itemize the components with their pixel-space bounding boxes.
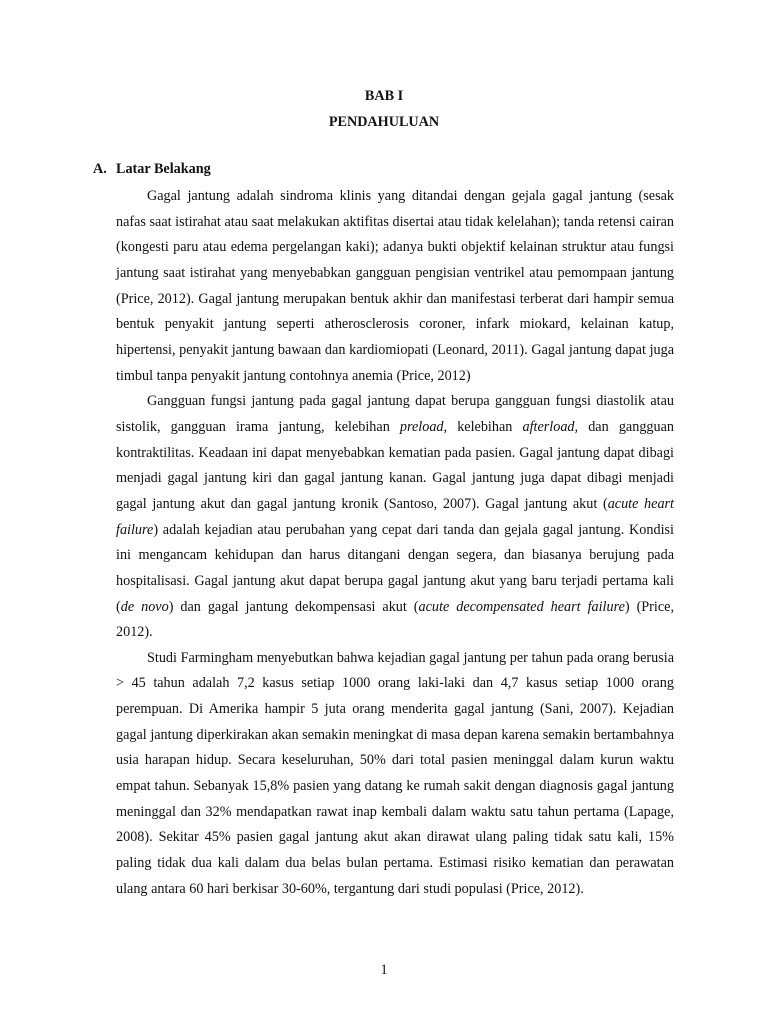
paragraph-1: Gagal jantung adalah sindroma klinis yang ditandai dengan gejala gagal jantung (sesak nafas saat istirahat atau saat melakukan aktifitas disertai atau tidak kelelahan); tanda retensi cairan (kongesti paru atau edema pergelangan kaki); adanya bukti objektif kelainan struktur atau fungsi jantung saat istirahat yang menyebabkan gangguan pengisian ventrikel atau pemompaan jantung (Price, 2012). Gagal jantung merupakan bentuk akhir dan manifestasi terberat dari hampir semua bentuk penyakit jantung seperti atherosclerosis coroner, infark miokard, kelainan katup, hipertensi, penyakit jantung bawaan dan kardiomiopati (Leonard, 2011). Gagal jantung dapat juga timbul tanpa penyakit jantung contohnya anemia (Price, 2012): [116, 188, 674, 384]
paragraph-2-segment: , kelebihan: [443, 418, 523, 435]
paragraph-2-italic-term: acute decompensated heart failure: [418, 598, 625, 615]
paragraph-2-segment: ) dan gagal jantung dekompensasi akut (: [168, 598, 419, 615]
section-letter: A.: [93, 161, 107, 177]
paragraph-2-italic-term: acute heart failure: [116, 495, 675, 538]
paragraph-2-segment: dan gangguan kontraktilitas. Keadaan ini dapat menyebabkan kematian pada pasien. Gagal jantung dapat dibagi menjadi gagal jantung kiri dan gagal jantung kanan. Gagal jantung juga dapat dibagi menjadi gagal jantung akut dan gagal jantung kronik (Santoso, 2007). Gagal jantung akut (: [116, 418, 674, 512]
body-text: [116, 184, 674, 902]
paragraph-2: [116, 389, 674, 646]
section-title: Latar Belakang: [116, 161, 211, 177]
paragraph-2-segment: ) adalah kejadian atau perubahan yang cepat dari tanda dan gejala gagal jantung. Kondisi ini mengancam kehidupan dan harus ditangani dengan segera, dan biasanya berujung pada hospitalisasi. Gagal jantung akut dapat berupa gagal jantung akut yang baru terjadi pertama kali (: [116, 521, 674, 615]
page-number: 1: [380, 962, 388, 978]
paragraph-3: Studi Farmingham menyebutkan bahwa kejadian gagal jantung per tahun pada orang berusia > 45 tahun adalah 7,2 kasus setiap 1000 orang laki-laki dan 4,7 kasus setiap 1000 orang perempuan. Di Amerika hampir 5 juta orang menderita gagal jantung (Sani, 2007). Kejadian gagal jantung diperkirakan akan semakin meningkat di masa depan karena semakin bertambahnya usia harapan hidup. Secara keseluruhan, 50% dari total pasien meninggal dalam kurun waktu empat tahun. Sebanyak 15,8% pasien yang datang ke rumah sakit dengan diagnosis gagal jantung meninggal dan 32% mendapatkan rawat inap kembali dalam waktu satu tahun pertama (Lapage, 2008). Sekitar 45% pasien gagal jantung akut akan dirawat ulang paling tidak satu kali, 15% paling tidak dua kali dalam dua belas bulan pertama. Estimasi risiko kematian dan perawatan ulang antara 60 hari berkisar 30-60%, tergantung dari studi populasi (Price, 2012).: [116, 649, 674, 897]
chapter-title: PENDAHULUAN: [328, 114, 440, 130]
paragraph-2-italic-term: preload: [399, 418, 444, 435]
section-heading: [93, 161, 211, 178]
paragraph-2-segment: ) (Price, 2012).: [116, 598, 674, 641]
paragraph-2-italic-term: afterload,: [522, 418, 579, 435]
chapter-number: BAB I: [364, 88, 404, 104]
paragraph-2-segment: Gangguan fungsi jantung pada gagal jantung dapat berupa gangguan fungsi diastolik atau sistolik, gangguan irama jantung, kelebihan: [116, 393, 674, 435]
paragraph-2-italic-term: de novo: [120, 598, 169, 615]
